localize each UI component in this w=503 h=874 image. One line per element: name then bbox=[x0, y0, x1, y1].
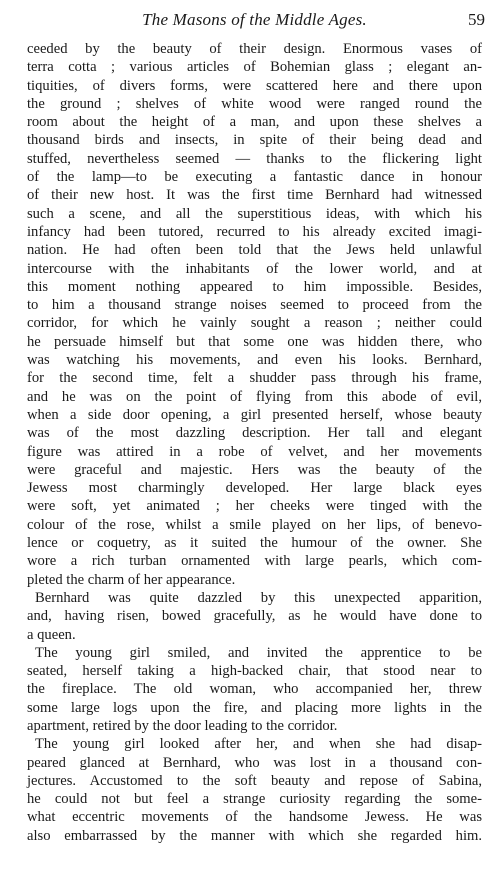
text-line: was of the most dazzling description. Her tall and elegant bbox=[27, 425, 482, 442]
text-line: of their new host. It was the first time Bernhard had witnessed bbox=[27, 187, 482, 204]
text-line: stuffed, nevertheless seemed — thanks to the flickering light bbox=[27, 150, 482, 167]
text-line: to him a thousand strange noises seemed to proceed from the bbox=[27, 297, 482, 314]
paragraph-start-line: The young girl looked after her, and when she had disap- bbox=[35, 736, 482, 753]
text-line: lence or coquetry, as it suited the humour of the owner. She bbox=[27, 535, 482, 552]
text-line: were soft, yet animated ; her cheeks were tinged with the bbox=[27, 498, 482, 515]
text-line: tiquities, of divers forms, were scattered here and there upon bbox=[27, 77, 482, 94]
paragraph-end-line: pleted the charm of her appearance. bbox=[27, 571, 236, 588]
text-line: wore a rich turban ornamented with large pearls, which com- bbox=[27, 553, 482, 570]
page-number: 59 bbox=[468, 10, 485, 29]
text-line: colour of the rose, whilst a smile played on her lips, of benevo- bbox=[27, 516, 482, 533]
text-line: peared glanced at Bernhard, who was lost in a thousand con- bbox=[27, 754, 482, 771]
paragraph-start-line: The young girl smiled, and invited the apprentice to be bbox=[35, 644, 482, 661]
text-line: intercourse with the inhabitants of the lower world, and at bbox=[27, 260, 482, 277]
paragraph-start-line: Bernhard was quite dazzled by this unexpected apparition, bbox=[35, 589, 482, 606]
text-line: the fireplace. The old woman, who accompanied her, threw bbox=[27, 681, 482, 698]
running-title: The Masons of the Middle Ages. bbox=[142, 10, 367, 29]
text-line: and, having risen, bowed gracefully, as he would have done to bbox=[27, 608, 482, 625]
paragraph-end-line: apartment, retired by the door leading to the corridor. bbox=[27, 717, 338, 734]
text-line: thousand birds and insects, in spite of their being dead and bbox=[27, 132, 482, 149]
text-line: the ground ; shelves of white wood were ranged round the bbox=[27, 95, 482, 112]
text-line: for the second time, felt a shudder pass through his frame, bbox=[27, 370, 482, 387]
running-head bbox=[24, 7, 485, 33]
text-line: also embarrassed by the manner with which she regarded him. bbox=[27, 827, 482, 844]
text-line: some large logs upon the fire, and placing more lights in the bbox=[27, 699, 482, 716]
text-line: he could not but feel a strange curiosity regarding the some- bbox=[27, 791, 482, 808]
text-line: seated, herself taking a high-backed chair, that stood near to bbox=[27, 663, 482, 680]
text-line: ceeded by the beauty of their design. Enormous vases of bbox=[27, 41, 482, 57]
text-line: nation. He had often been told that the Jews held unlawful bbox=[27, 242, 482, 259]
text-line: such a scene, and all the superstitious ideas, with which his bbox=[27, 205, 482, 222]
text-line: were graceful and majestic. Hers was the beauty of the bbox=[27, 461, 482, 478]
text-line: terra cotta ; various articles of Bohemian glass ; elegant an- bbox=[27, 59, 482, 76]
text-line: and he was on the point of flying from this abode of evil, bbox=[27, 388, 482, 405]
text-line: infancy had been tutored, recurred to his already excited imagi- bbox=[27, 223, 482, 240]
text-line: Jewess most charmingly developed. Her large black eyes bbox=[27, 480, 482, 497]
text-line: he persuade himself but that some one was hidden there, who bbox=[27, 333, 482, 350]
text-line: jectures. Accustomed to the soft beauty and repose of Sabina, bbox=[27, 772, 482, 789]
text-line: room about the height of a man, and upon these shelves a bbox=[27, 114, 482, 131]
text-line: figure was attired in a robe of velvet, and her movements bbox=[27, 443, 482, 460]
text-line: corridor, for which he vainly sought a reason ; neither could bbox=[27, 315, 482, 332]
text-line: this moment nothing appeared to him impossible. Besides, bbox=[27, 278, 482, 295]
text-line: what eccentric movements of the handsome Jewess. He was bbox=[27, 809, 482, 826]
body-text bbox=[27, 40, 482, 845]
text-line: of the lamp—to be executing a fantastic dance in honour bbox=[27, 169, 482, 186]
paragraph-end-line: a queen. bbox=[27, 626, 76, 643]
text-line: when a side door opening, a girl presented herself, whose beauty bbox=[27, 406, 482, 423]
text-line: was watching his movements, and even his looks. Bernhard, bbox=[27, 352, 482, 369]
